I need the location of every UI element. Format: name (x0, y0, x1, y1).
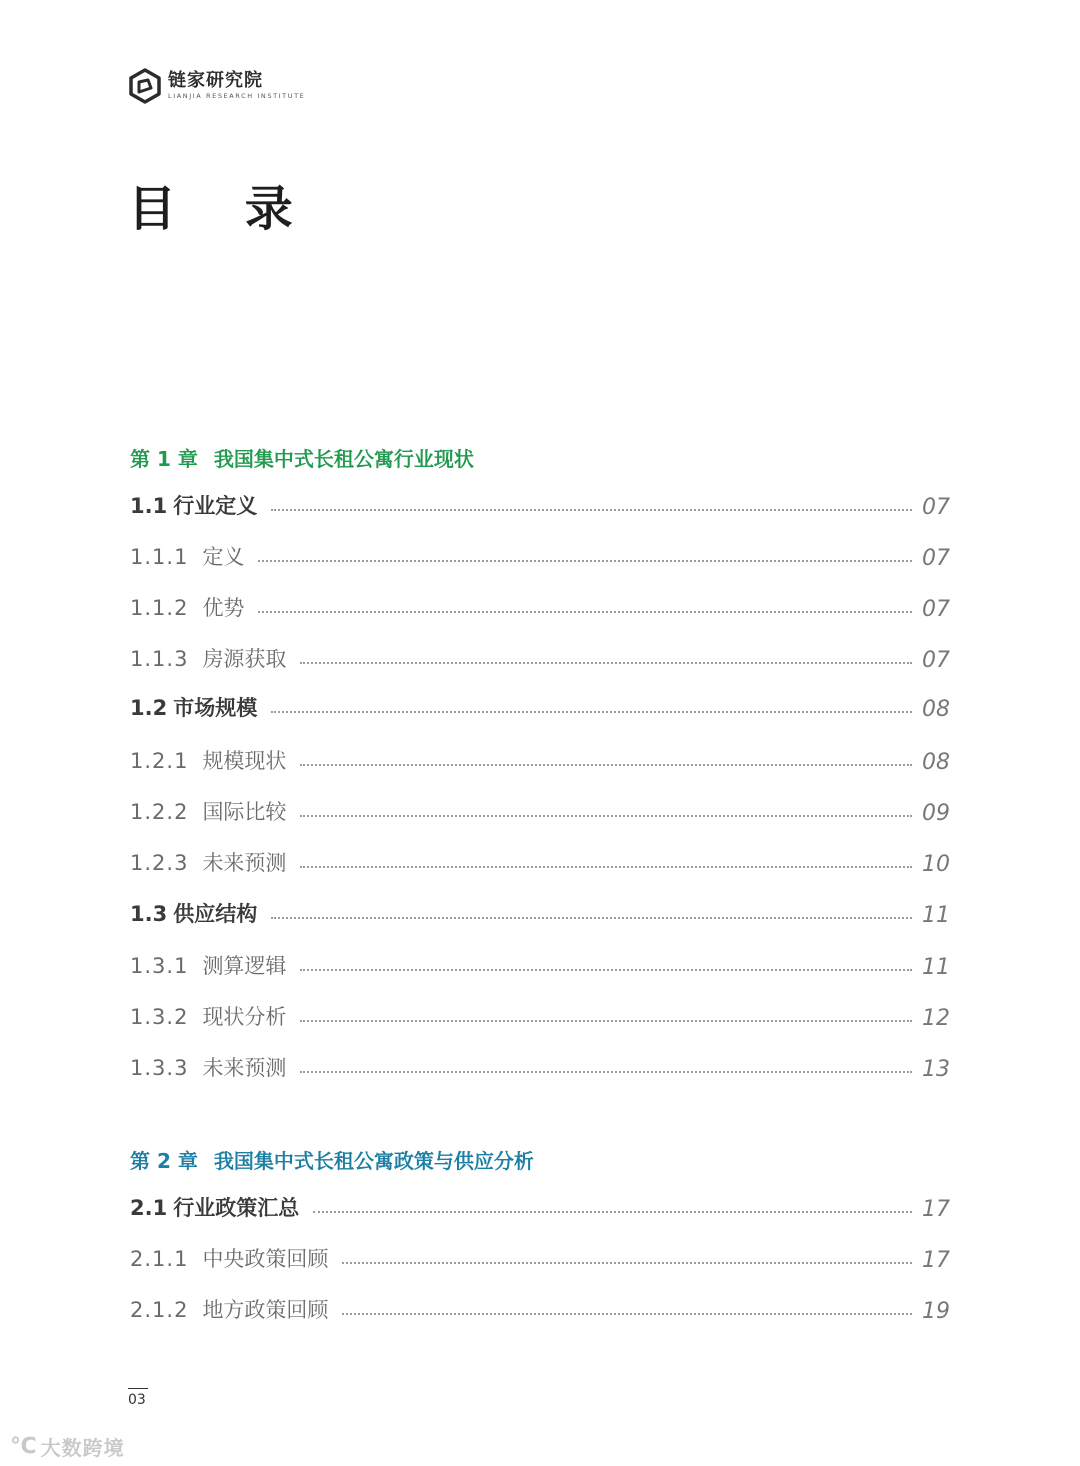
entry-label: 国际比较 (202, 800, 287, 824)
entry-page-number: 11 (922, 903, 950, 928)
entry-code: 1.1.3 (130, 647, 189, 671)
entry-page-number: 17 (922, 1197, 950, 1222)
watermark-logo-icon: ℃ (10, 1434, 37, 1459)
page-title: 目 录 (128, 181, 319, 237)
entry-page-number: 09 (922, 801, 950, 826)
entry-code: 1.3.2 (130, 1005, 189, 1029)
entry-label: 市场规模 (173, 696, 258, 720)
toc-section-entry[interactable] (130, 490, 950, 520)
entry-label: 地方政策回顾 (202, 1298, 329, 1322)
dot-leader (300, 969, 912, 971)
chapter-title: 我国集中式长租公寓政策与供应分析 (213, 1149, 534, 1173)
footer-rule (128, 1388, 148, 1389)
entry-page-number: 07 (922, 495, 950, 520)
entry-label: 未来预测 (202, 851, 287, 875)
dot-leader (300, 815, 912, 817)
entry-label: 未来预测 (202, 1056, 287, 1080)
toc-subsection-entry[interactable] (130, 1294, 950, 1324)
dot-leader (271, 509, 912, 511)
entry-label: 规模现状 (202, 749, 287, 773)
toc-subsection-entry[interactable] (130, 1243, 950, 1273)
toc-subsection-entry[interactable] (130, 745, 950, 775)
entry-label: 优势 (202, 596, 245, 620)
logo-english-name: LIANJIA RESEARCH INSTITUTE (168, 92, 306, 101)
logo-chinese-name: 链家研究院 (168, 70, 263, 92)
watermark (10, 1432, 125, 1461)
dot-leader (300, 866, 912, 868)
dot-leader (342, 1313, 912, 1315)
dot-leader (300, 662, 912, 664)
entry-page-number: 12 (922, 1006, 950, 1031)
entry-code: 1.3.1 (130, 954, 189, 978)
entry-page-number: 08 (922, 697, 950, 722)
entry-code: 1.1 (130, 494, 168, 518)
entry-label: 行业政策汇总 (173, 1196, 300, 1220)
dot-leader (300, 1071, 912, 1073)
toc-section-entry[interactable] (130, 692, 950, 722)
dot-leader (271, 711, 912, 713)
entry-label: 房源获取 (202, 647, 287, 671)
entry-page-number: 07 (922, 597, 950, 622)
toc-subsection-entry[interactable] (130, 847, 950, 877)
dot-leader (313, 1211, 912, 1213)
entry-code: 2.1.1 (130, 1247, 189, 1271)
entry-code: 1.2.3 (130, 851, 189, 875)
entry-code: 1.3.3 (130, 1056, 189, 1080)
toc-section-entry[interactable] (130, 898, 950, 928)
entry-label: 测算逻辑 (202, 954, 287, 978)
dot-leader (258, 560, 912, 562)
chapter-number: 第 1 章 (130, 447, 198, 471)
chapter-heading[interactable] (130, 443, 474, 472)
entry-code: 1.2.1 (130, 749, 189, 773)
entry-code: 1.2.2 (130, 800, 189, 824)
entry-label: 供应结构 (173, 902, 258, 926)
dot-leader (271, 917, 912, 919)
entry-label: 定义 (202, 545, 245, 569)
entry-page-number: 07 (922, 648, 950, 673)
toc-subsection-entry[interactable] (130, 1052, 950, 1082)
entry-page-number: 08 (922, 750, 950, 775)
toc-subsection-entry[interactable] (130, 541, 950, 571)
toc-subsection-entry[interactable] (130, 950, 950, 980)
logo-mark-icon (128, 68, 162, 104)
dot-leader (258, 611, 912, 613)
chapter-heading[interactable] (130, 1145, 534, 1174)
entry-page-number: 07 (922, 546, 950, 571)
entry-page-number: 11 (922, 955, 950, 980)
toc-section-entry[interactable] (130, 1192, 950, 1222)
toc-subsection-entry[interactable] (130, 643, 950, 673)
entry-code: 2.1.2 (130, 1298, 189, 1322)
chapter-number: 第 2 章 (130, 1149, 198, 1173)
dot-leader (342, 1262, 912, 1264)
entry-label: 行业定义 (173, 494, 258, 518)
chapter-title: 我国集中式长租公寓行业现状 (213, 447, 474, 471)
dot-leader (300, 1020, 912, 1022)
footer-page-number: 03 (128, 1392, 146, 1408)
entry-label: 中央政策回顾 (202, 1247, 329, 1271)
dot-leader (300, 764, 912, 766)
toc-subsection-entry[interactable] (130, 592, 950, 622)
entry-code: 1.3 (130, 902, 168, 926)
toc-subsection-entry[interactable] (130, 1001, 950, 1031)
entry-code: 1.1.2 (130, 596, 189, 620)
entry-page-number: 10 (922, 852, 950, 877)
entry-code: 1.2 (130, 696, 168, 720)
entry-code: 2.1 (130, 1196, 168, 1220)
watermark-text: 大数跨境 (40, 1436, 125, 1460)
brand-logo (128, 66, 305, 106)
entry-code: 1.1.1 (130, 545, 189, 569)
entry-page-number: 13 (922, 1057, 950, 1082)
entry-page-number: 19 (922, 1299, 950, 1324)
toc-subsection-entry[interactable] (130, 796, 950, 826)
entry-page-number: 17 (922, 1248, 950, 1273)
entry-label: 现状分析 (202, 1005, 287, 1029)
